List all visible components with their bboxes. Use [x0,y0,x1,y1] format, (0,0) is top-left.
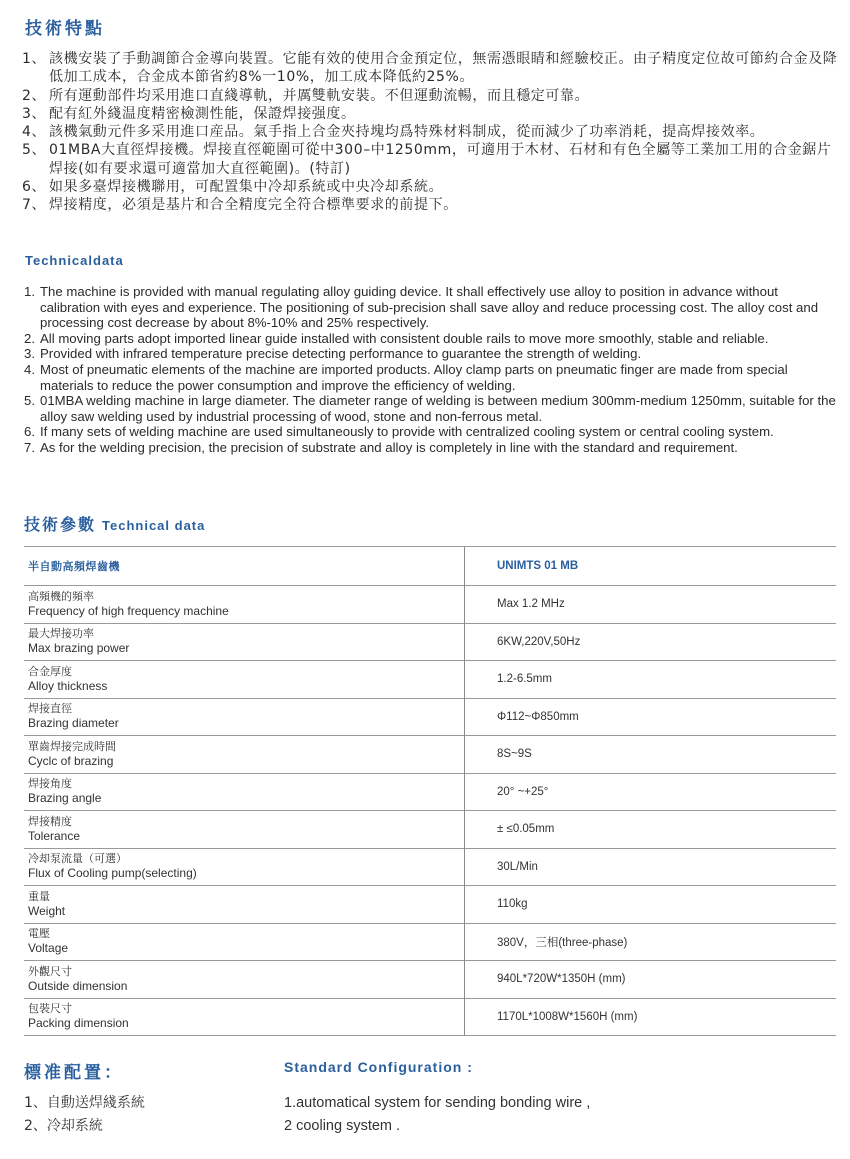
list-item [24,393,840,424]
list-item [22,196,842,214]
list-item [24,346,840,362]
spec-label [24,811,465,849]
tech-params-title [24,512,205,535]
spec-table [24,546,836,1036]
spec-label [24,698,465,736]
spec-label-zh: 重量 [28,890,50,903]
standard-config-title-zh: 標准配置： [24,1063,124,1083]
table-row [24,661,836,699]
table-row [24,698,836,736]
item-number: 1、 [22,51,47,67]
standard-config-title-en: Standard Configuration : [284,1059,473,1075]
item-text: 配有紅外綫温度精密檢測性能，保證焊接强度。 [49,105,356,122]
item-number: 6. [24,424,35,440]
spec-label-zh: 單齒焊接完成時間 [28,740,116,753]
spec-label-en: Weight [28,903,66,918]
item-text: Most of pneumatic elements of the machine are imported products. Alloy clamp parts on pneumatic finger are made from special materials to reduce the power consumption and improve the efficiency of welding. [40,361,788,393]
list-item [22,178,842,196]
features-en-list [24,284,840,456]
table-row [24,998,836,1036]
spec-label-zh: 焊接直徑 [28,703,72,716]
table-row [24,586,836,624]
table-row [24,811,836,849]
standard-config-zh-list [24,1092,145,1138]
list-item [22,141,842,178]
spec-label-en: Brazing angle [28,791,102,806]
spec-label-zh: 外觀尺寸 [28,965,72,978]
item-text: All moving parts adopt imported linear guide installed with consistent double rails to move more smoothly, stable and reliable. [40,330,769,346]
table-row [24,961,836,999]
spec-value: 30L/Min [465,848,837,886]
list-item: 2 cooling system . [284,1118,401,1134]
spec-label [24,736,465,774]
spec-label [24,886,465,924]
spec-label [24,623,465,661]
item-text: 所有運動部件均采用進口直綫導軌，并厲雙軌安裝。不但運動流暢，而且穩定可靠。 [49,87,590,104]
spec-label [24,848,465,886]
item-number: 7、 [22,197,47,214]
model-value: UNIMTS 01 MB [465,547,837,586]
spec-label-zh: 電壓 [28,928,50,941]
table-row [24,848,836,886]
spec-label-zh: 最大焊接功率 [28,628,94,641]
spec-label-en: Flux of Cooling pump(selecting) [28,866,197,881]
table-row [24,886,836,924]
item-number: 2、 [22,87,47,104]
features-en-title: Technicaldata [25,253,124,268]
spec-label [24,661,465,699]
spec-label-en: Brazing diameter [28,716,119,731]
table-row [24,773,836,811]
model-label: 半自動高頻焊齒機 [24,547,465,586]
item-text: Provided with infrared temperature precise detecting performance to guarantee the strength of welding. [40,346,642,362]
item-number: 5. [24,393,35,409]
spec-label [24,961,465,999]
spec-label [24,998,465,1036]
spec-label-en: Max brazing power [28,641,130,656]
spec-value: 8S~9S [465,736,837,774]
item-text: 該機安裝了手動調節合金導向裝置。它能有效的使用合金預定位，無需憑眼睛和經驗校正。由子精度定位故可節約合金及降低加工成本，合金成本節省約8%一10%，加工成本降低約25%。 [49,51,838,86]
list-item [24,424,840,440]
list-item [22,105,842,123]
item-number: 3、 [22,105,47,122]
spec-value: 1170L*1008W*1560H (mm) [465,998,837,1036]
list-item [22,123,842,141]
spec-label-en: Alloy thickness [28,678,108,693]
table-row [24,923,836,961]
list-item: 1、自動送焊綫系統 [24,1095,145,1111]
item-text: If many sets of welding machine are used simultaneously to provide with centralized cooling system or central cooling system. [40,424,774,440]
item-text: As for the welding precision, the precision of substrate and alloy is completely in line with the standard and requirement. [40,439,738,455]
tech-params-title-en: Technical data [102,518,206,533]
spec-value: Max 1.2 MHz [465,586,837,624]
item-number: 7. [24,439,35,455]
spec-label-en: Frequency of high frequency machine [28,603,229,618]
item-text: The machine is provided with manual regulating alloy guiding device. It shall effectively use alloy to position in advance without calibration with eyes and experience. The positioning of sub-precision shall save alloy and reduce processing cost. The alloy cost and processing cost decrease by about 8%-10% and 25% respectively. [40,284,819,331]
spec-value: ± ≤0.05mm [465,811,837,849]
item-text: 該機氣動元件多采用進口産品。氣手指上合金夾持塊均爲特殊材料制成，從而減少了功率消耗，提高焊接效率。 [49,124,765,141]
spec-label [24,586,465,624]
standard-config-en-list [284,1092,590,1138]
list-item [22,87,842,105]
spec-label-en: Cyclc of brazing [28,753,114,768]
item-text: 焊接精度，必須是基片和合全精度完全符合標準要求的前提下。 [49,197,458,214]
table-header-row [24,547,836,586]
spec-label-zh: 包裝尺寸 [28,1003,72,1016]
list-item: 1.automatical system for sending bonding wire , [284,1095,591,1111]
list-item [24,284,840,331]
list-item [22,50,842,87]
spec-value: 110kg [465,886,837,924]
spec-value: 1.2-6.5mm [465,661,837,699]
features-zh-list [22,50,842,215]
spec-label-zh: 合金厚度 [28,665,72,678]
list-item [24,331,840,347]
tech-params-title-zh: 技術參數 [24,515,97,534]
spec-label [24,773,465,811]
spec-value: 6KW,220V,50Hz [465,623,837,661]
item-number: 1. [24,284,35,299]
spec-label-zh: 焊接精度 [28,815,72,828]
item-number: 4. [24,361,35,377]
spec-label [24,923,465,961]
spec-label-en: Voltage [28,941,69,956]
spec-label-zh: 焊接角度 [28,778,72,791]
spec-label-en: Outside dimension [28,978,128,993]
spec-value: 380V，三相(three-phase) [465,923,837,961]
spec-label-en: Tolerance [28,828,81,843]
list-item [24,362,840,393]
spec-value: 20° ~+25° [465,773,837,811]
item-number: 3. [24,346,35,362]
item-number: 6、 [22,179,47,196]
item-text: 如果多臺焊接機聯用，可配置集中冷却系統或中央冷却系統。 [49,179,444,196]
table-row [24,736,836,774]
item-number: 2. [24,330,35,346]
features-zh-title: 技術特點 [25,19,105,39]
spec-value: Φ112~Φ850mm [465,698,837,736]
spec-label-zh: 冷却泵流量（可選） [28,853,127,866]
spec-label-zh: 高頻機的頻率 [28,590,94,603]
item-text: 01MBA welding machine in large diameter. The diameter range of welding is between medium 300mm-medium 1250mm, suitable for the alloy saw welding used by industrial processing of wood, stone and non-ferrous metal. [40,393,836,424]
item-number: 5、 [22,142,47,159]
table-row [24,623,836,661]
spec-value: 940L*720W*1350H (mm) [465,961,837,999]
item-number: 4、 [22,124,47,141]
list-item [24,440,840,456]
spec-label-en: Packing dimension [28,1016,129,1031]
item-text: 01MBA大直徑焊接機。焊接直徑範圍可從中300–中1250mm，可適用于木材、石材和有色全屬等工業加工用的合金鋸片焊接(如有要求還可適當加大直徑範圍)。(特訂) [49,142,832,177]
list-item: 2、冷却系統 [24,1118,103,1134]
